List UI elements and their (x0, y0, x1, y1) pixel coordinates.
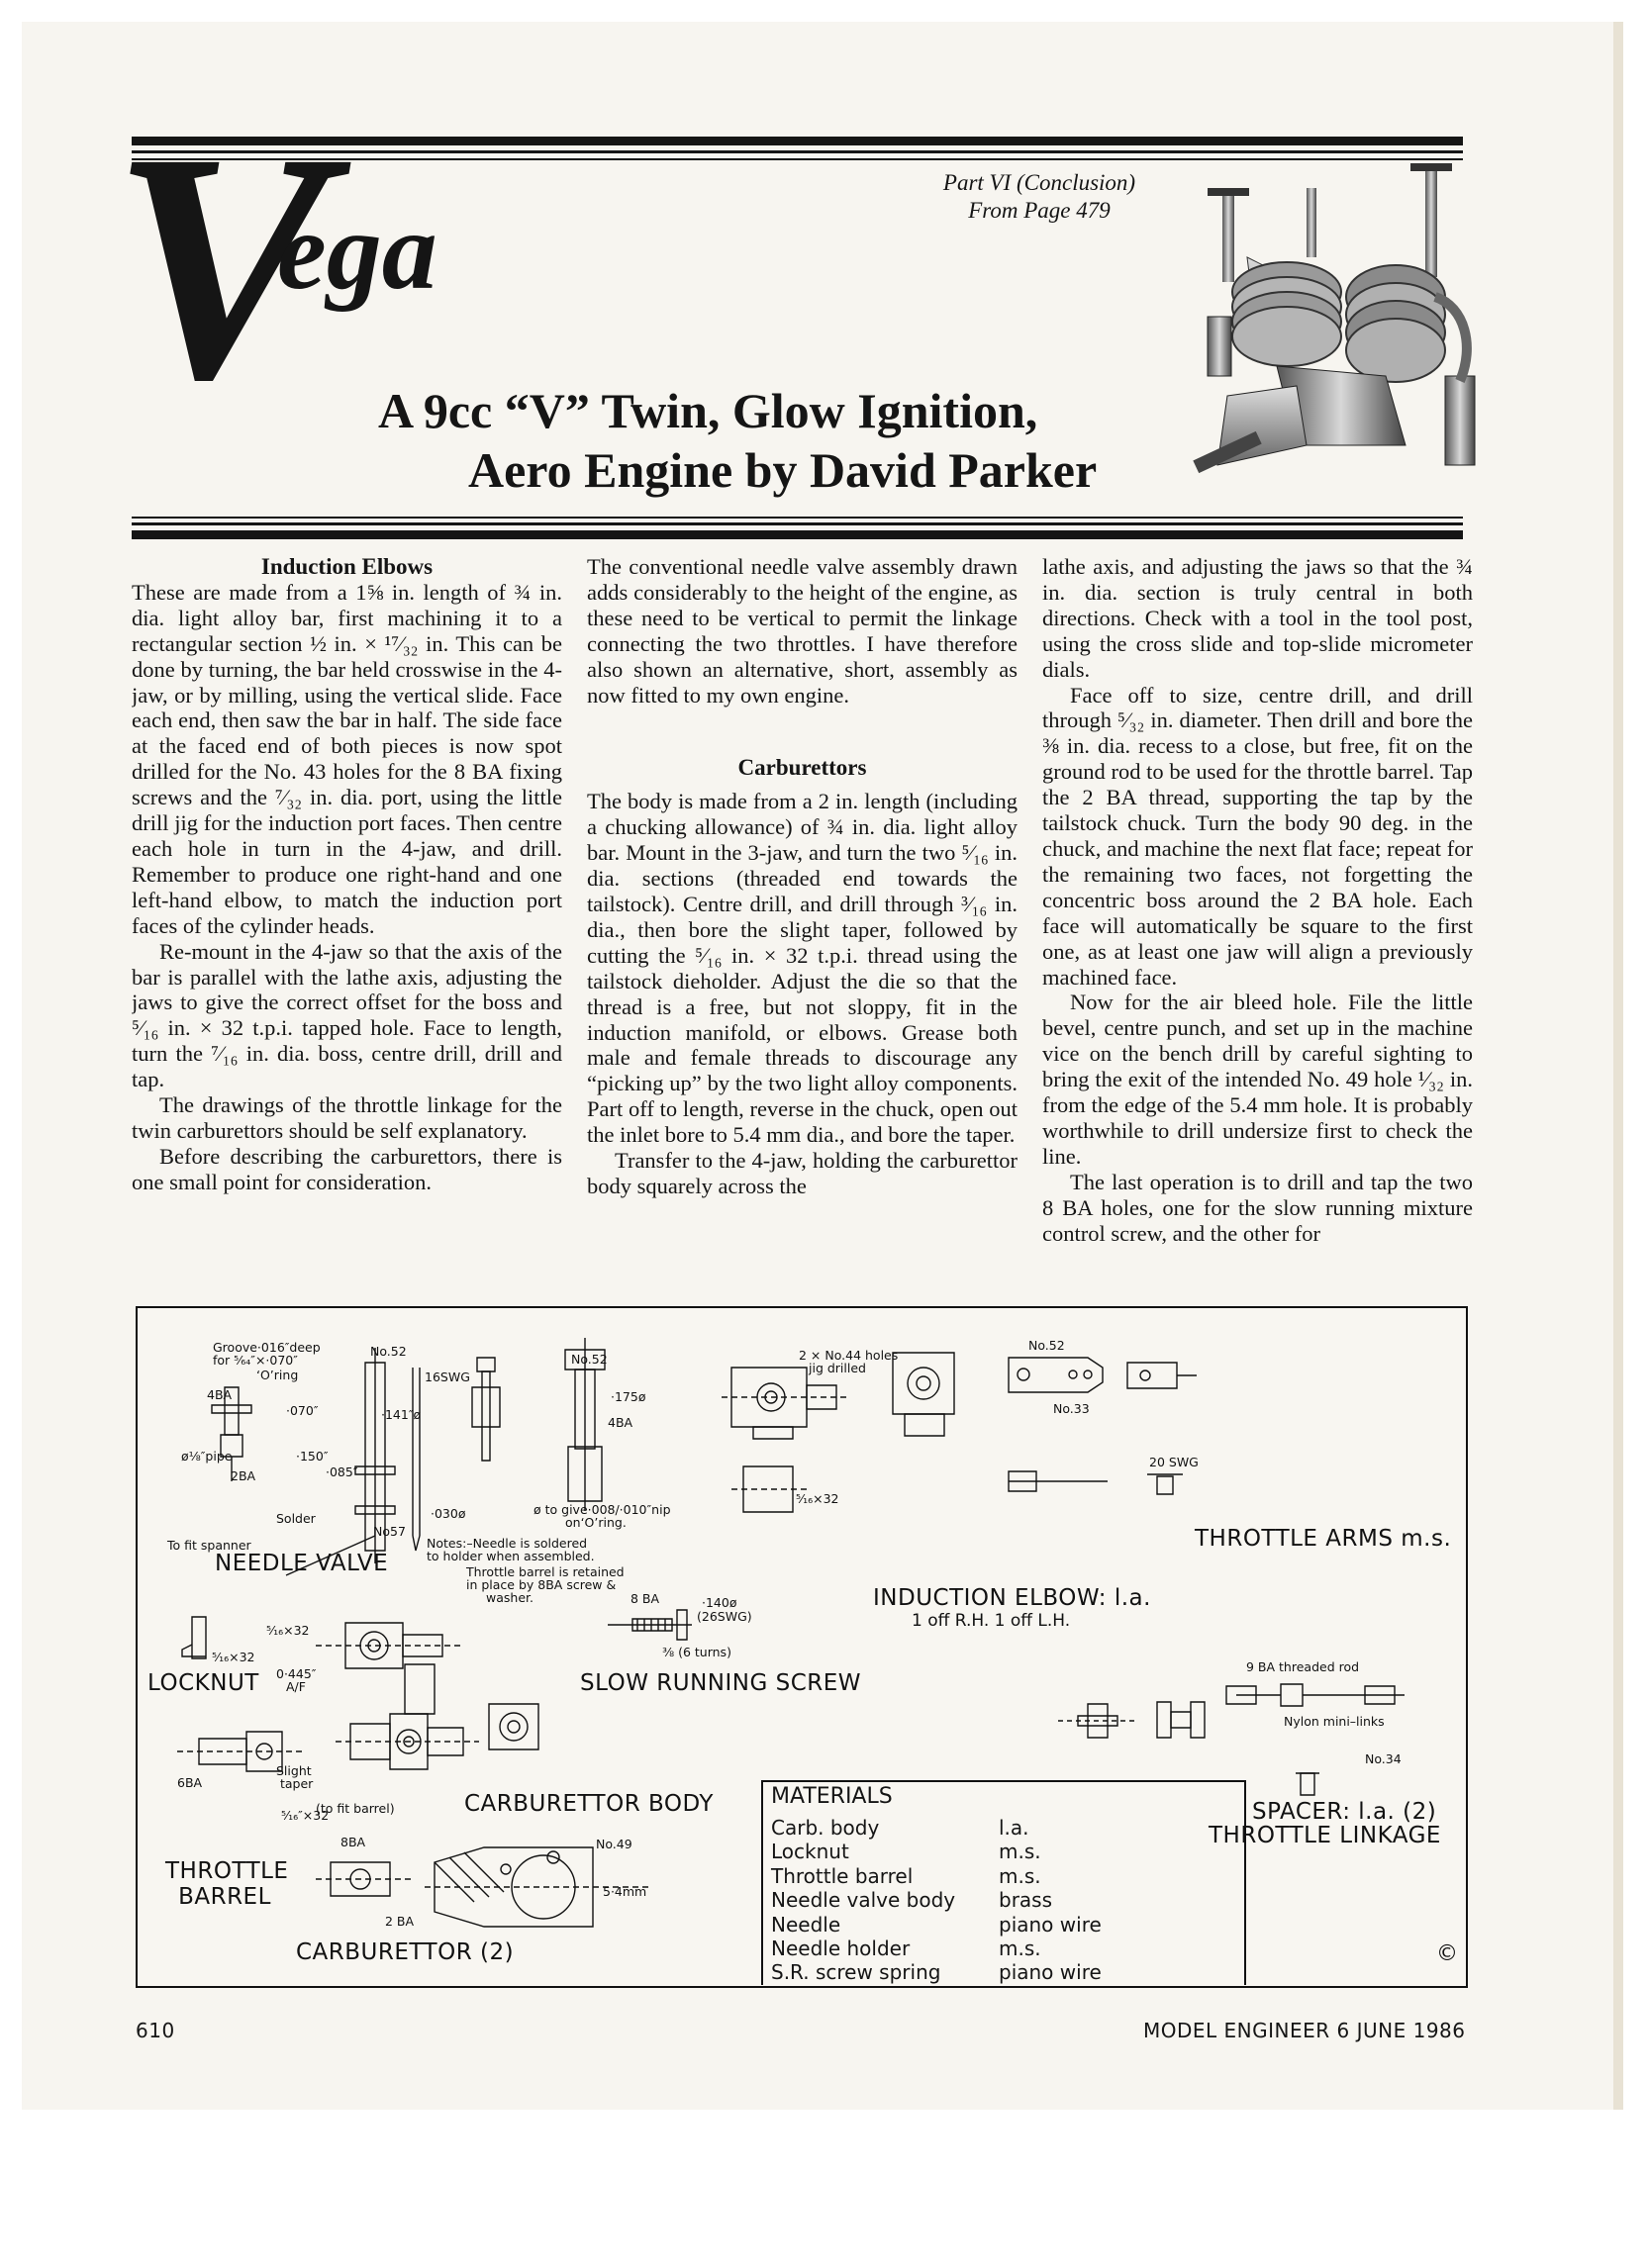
note-line-2: to holder when assembled. (427, 1549, 595, 1563)
note-line-3: Throttle barrel is retained (466, 1564, 625, 1579)
title-rest: ega (277, 190, 437, 313)
induction-elbow-drawing (722, 1353, 954, 1512)
dim-slight: Slight (276, 1763, 312, 1778)
col2-intro: The conventional needle valve assembly drawn adds considerably to the height of the engine, as these need to be vertical to permit the linkage connecting the two throttles. I have therefore also shown an alternative, short, assembly as now fitted to my own engine. (587, 554, 1018, 708)
dim-4ba-a: 4BA (207, 1387, 233, 1402)
dim-nylon-links: Nylon mini–links (1284, 1714, 1385, 1729)
throttle-arms-drawing (1009, 1358, 1197, 1494)
materials-row: Locknut m.s. (771, 1840, 1041, 1864)
dim-085: ·085″ (326, 1465, 358, 1479)
engine-photo (1188, 148, 1495, 505)
dim-solder: Solder (276, 1511, 316, 1526)
header-bottom-rule-thin (132, 517, 1463, 519)
dim-4ba-b: 4BA (608, 1415, 633, 1430)
page-number: 610 (136, 2019, 175, 2042)
materials-row: S.R. screw spring piano wire (771, 1960, 1102, 1985)
dim-holes: 2 × No.44 holes (799, 1348, 899, 1363)
dim-2ba-b: 2 BA (385, 1914, 415, 1929)
copyright-symbol: © (1436, 1941, 1458, 1966)
dim-no49: No.49 (596, 1837, 632, 1851)
materials-table (761, 1780, 1246, 1985)
carburettor-body-drawing (336, 1664, 538, 1769)
col2-paragraph-2: Transfer to the 4-jaw, holding the carburettor body squarely across the (587, 1148, 1018, 1198)
label-throttle-arms: THROTTLE ARMS m.s. (1195, 1526, 1452, 1552)
dim-030: ·030ø (431, 1506, 466, 1521)
materials-row: Throttle barrel m.s. (771, 1863, 1041, 1888)
materials-row: Carb. body l.a. (771, 1816, 1029, 1840)
dim-2ba-a: 2BA (231, 1468, 256, 1483)
article-column-1 (132, 554, 562, 1296)
part-label: Part VI (Conclusion) (942, 170, 1136, 195)
dim-0445: 0·445″ (276, 1666, 317, 1681)
dim-54mm: 5·4mm (603, 1884, 647, 1899)
col1-paragraph-1: These are made from a 1⅝ in. length of ¾ in. dia. light alloy bar, first machining it to a rectangular section ½ in. × ¹⁷⁄₃₂ in. This can be done by turning, the bar held crosswise in the 4-jaw, or by milling, using the vertical slide. Face each end, then saw the bar in half. The side face at the faced end of both pieces is now spot drilled for the No. 43 holes for the 8 BA fixing screws and the ⁷⁄₃₂ in. dia. port, using the little drill jig for the induction port faces. Then centre each hole in turn in the 4-jaw, and drill. Remember to produce one right-hand and one left-hand elbow, to match the induction port faces of the cylinder heads. (132, 579, 562, 938)
col3-paragraph-2: Face off to size, centre drill, and drill through ⁵⁄₃₂ in. diameter. Then drill and bore the ⅜ in. dia. recess to a close, but free, fit on the ground rod to be used for the throttle barrel. Tap the 2 BA thread, supporting the tap by the tailstock chuck. Turn the body 90 deg. in the chuck, and machine the next flat face; repeat for the remaining two faces, not forgetting the concentric boss around the 2 BA hole. Each face will automatically be square to the first one, as at least one jaw will align a previously machined face. (1042, 682, 1473, 990)
dim-6-turns: ⅜ (6 turns) (662, 1645, 731, 1659)
col3-paragraph-4: The last operation is to drill and tap the two 8 BA holes, one for the slow running mixture control screw, and the other for (1042, 1169, 1473, 1246)
header-bottom-rule-thick (132, 530, 1463, 539)
dim-8ba-b: 8 BA (630, 1591, 660, 1606)
dim-141: ·141″ø (381, 1407, 422, 1422)
header-top-rule-thick (132, 137, 1463, 145)
col1-paragraph-2: Re-mount in the 4-jaw so that the axis of the bar is parallel with the lathe axis, adjusting the jaws to give the correct offset for the boss and ⁵⁄₁₆ in. × 32 t.p.i. tapped hole. Face to length, turn the ⁷⁄₁₆ in. dia. boss, centre drill, drill and tap. (132, 938, 562, 1092)
dim-150: ·150″ (296, 1449, 329, 1464)
col2-paragraph-1: The body is made from a 2 in. length (including a chucking allowance) of ¾ in. dia. light alloy bar. Mount in the 3-jaw, and turn the two ⁵⁄₁₆ in. dia. sections (threaded end towards the tailstock). Centre drill, and drill through ³⁄₁₆ in. dia., then bore the slight taper, followed by cutting the ⁵⁄₁₆ in. × 32 t.p.i. thread using the tailstock dieholder. Adjust the die so that the thread is a free, but not sloppy, fit in the induction manifold, or elbows. Grease both male and female threads to discourage any “picking up” by the two light alloy components. Part off to length, reverse in the chuck, open out the inlet bore to 5.4 mm dia., and bore the taper. (587, 789, 1018, 1148)
label-slow-running-screw: SLOW RUNNING SCREW (580, 1670, 862, 1696)
note-line-5: washer. (486, 1590, 534, 1605)
dim-groove-2: for ⁵⁄₆₄″×·070″ (213, 1353, 298, 1368)
dim-6ba: 6BA (177, 1775, 203, 1790)
col3-paragraph-1: lathe axis, and adjusting the jaws so that the ¾ in. dia. section is truly central in both directions. Check with a tool in the tool post, using the cross slide and top-slide micrometer dials. (1042, 554, 1473, 682)
dim-9ba-rod: 9 BA threaded rod (1246, 1659, 1360, 1674)
dim-x32-b: ⁵⁄₁₆×32 (266, 1623, 310, 1638)
technical-drawing-panel (136, 1306, 1468, 1988)
header-bottom-rule-thin-2 (132, 522, 1463, 525)
dim-jig-drilled: jig drilled (809, 1361, 866, 1375)
dim-no34: No.34 (1365, 1751, 1402, 1766)
carburettor-section-drawing (316, 1847, 652, 1927)
dim-16swg: 16SWG (425, 1370, 470, 1384)
magazine-footer: MODEL ENGINEER 6 JUNE 1986 (1143, 2019, 1466, 2042)
dim-pipe: ø⅛″pipe (181, 1449, 233, 1464)
note-line-4: in place by 8BA screw & (466, 1577, 617, 1592)
section-heading-induction-elbows: Induction Elbows (260, 554, 434, 579)
dim-20swg: 20 SWG (1149, 1455, 1199, 1469)
dim-to-fit-spanner: To fit spanner (167, 1538, 251, 1553)
dim-x32-c: ⁵⁄₁₆×32 (212, 1650, 255, 1664)
dim-to-give-nip: ø to give·008/·010″nip (534, 1502, 671, 1517)
dim-x32-a: ⁵⁄₁₆×32 (796, 1491, 839, 1506)
label-throttle-barrel: THROTTLE BARREL (165, 1858, 289, 1910)
headline-line2: Aero Engine by David Parker (468, 442, 1098, 498)
col3-paragraph-3: Now for the air bleed hole. File the little bevel, centre punch, and set up in the machine vice on the bench drill by careful sighting to bring the exit of the intended No. 49 hole ¹⁄₃₂ in. from the edge of the 5.4 mm hole. It is probably worthwhile to drill undersize first to check the line. (1042, 990, 1473, 1169)
dim-no52-a: No.52 (370, 1344, 407, 1359)
label-needle-valve: NEEDLE VALVE (215, 1551, 389, 1576)
dim-8ba-a: 8BA (340, 1835, 366, 1849)
dim-oring: ‘O’ring (256, 1368, 299, 1382)
label-throttle-linkage: THROTTLE LINKAGE (1209, 1823, 1441, 1848)
materials-row: Needle valve body brass (771, 1888, 1053, 1913)
materials-rows (771, 1816, 1242, 1985)
dim-070: ·070″ (286, 1403, 319, 1418)
dim-no33: No.33 (1053, 1401, 1090, 1416)
dim-on-oring: on‘O’ring. (565, 1515, 627, 1530)
materials-row: Needle piano wire (771, 1912, 1102, 1937)
label-locknut: LOCKNUT (147, 1670, 259, 1696)
materials-title: MATERIALS (771, 1784, 893, 1809)
label-carburettor: CARBURETTOR (2) (296, 1939, 515, 1965)
dim-groove: Groove·016″deep (213, 1340, 321, 1355)
note-line-1: Notes:–Needle is soldered (427, 1536, 588, 1551)
dim-taper: taper (280, 1776, 314, 1791)
section-heading-carburettors: Carburettors (737, 755, 867, 781)
materials-row: Needle holder m.s. (771, 1936, 1041, 1960)
from-page-label: From Page 479 (968, 198, 1111, 223)
dim-to-fit-barrel: (to fit barrel) (316, 1801, 395, 1816)
dim-no52-b: No.52 (571, 1352, 608, 1367)
label-induction-elbow-sub: 1 off R.H. 1 off L.H. (912, 1611, 1071, 1631)
dim-no57: No57 (373, 1524, 406, 1539)
article-column-2 (587, 554, 1018, 1296)
col1-paragraph-4: Before describing the carburettors, there is one small point for consideration. (132, 1143, 562, 1194)
dim-af: A/F (286, 1679, 306, 1694)
dim-175: ·175ø (611, 1389, 646, 1404)
headline-line1: A 9cc “V” Twin, Glow Ignition, (378, 383, 1038, 438)
title-initial: V (111, 86, 320, 447)
slow-running-screw-drawing (608, 1610, 692, 1640)
article-column-3 (1042, 554, 1473, 1296)
label-carburettor-body: CARBURETTOR BODY (464, 1791, 714, 1817)
dim-x32-d: ⁵⁄₁₆″×32 (281, 1808, 330, 1823)
dim-26swg: (26SWG) (697, 1609, 752, 1624)
col1-paragraph-3: The drawings of the throttle linkage for the twin carburettors should be self explanatory. (132, 1092, 562, 1143)
label-induction-elbow: INDUCTION ELBOW: l.a. (873, 1585, 1151, 1611)
dim-no52-c: No.52 (1028, 1338, 1065, 1353)
throttle-linkage-drawing (1058, 1684, 1405, 1795)
dim-140: ·140ø (702, 1595, 737, 1610)
label-spacer: SPACER: l.a. (2) (1252, 1799, 1437, 1825)
